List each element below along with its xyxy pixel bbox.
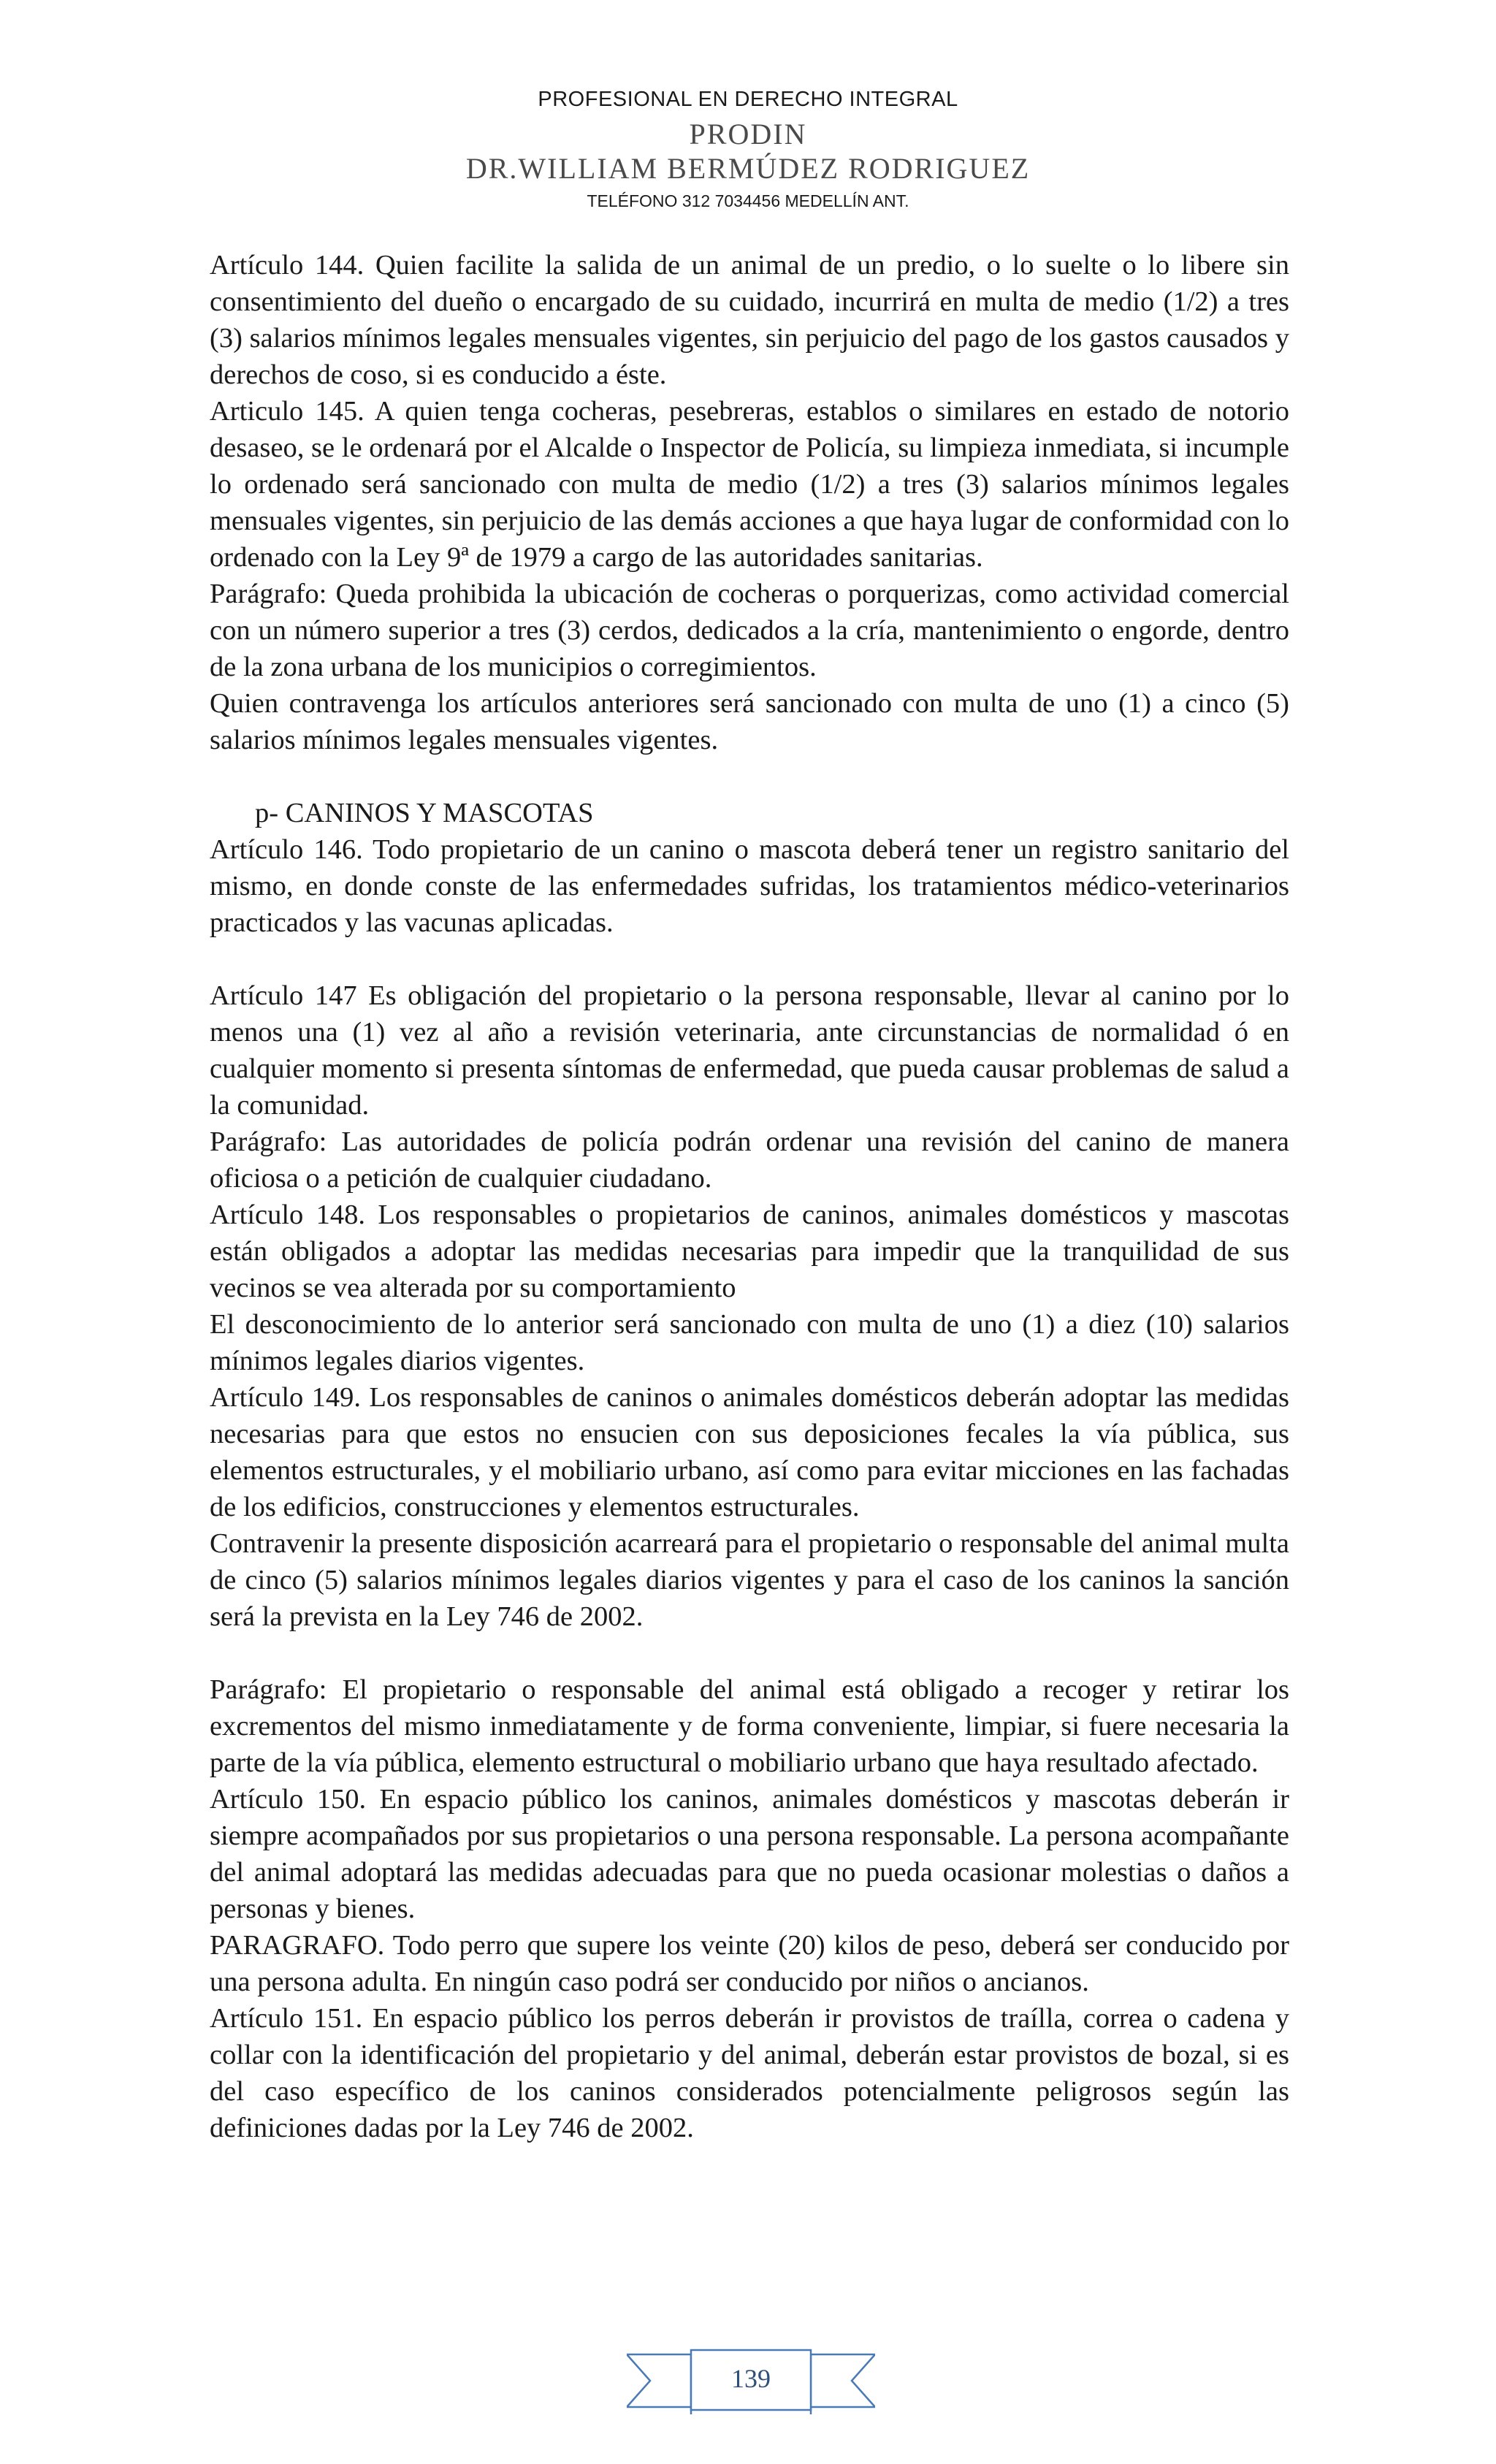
article-147: Artículo 147 Es obligación del propietario o la persona responsable, llevar al canino por lo menos una (1) vez al año a revisión veterinaria, ante circunstancias de normalidad ó en cualquier momento si presenta síntomas de enfermedad, que pueda causar problemas de salud a la comunidad. [210,980,1289,1121]
document-body [210,247,1289,2146]
paragraph-note: Parágrafo: El propietario o responsable del animal está obligado a recoger y retirar los excrementos del mismo inmediatamente y de forma conveniente, limpiar, si fuere necesaria la parte de la vía pública, elemento estructural o mobiliario urbano que haya resultado afectado. [210,1674,1289,1778]
spacer [210,941,1289,977]
section-heading: p- CANINOS Y MASCOTAS [255,798,594,828]
spacer [210,1635,1289,1671]
article-144: Artículo 144. Quien facilite la salida de un animal de un predio, o lo suelte o lo libere sin consentimiento del dueño o encargado de su cuidado, incurrirá en multa de medio (1/2) a tres (3) salarios mínimos legales mensuales vigentes, sin perjuicio del pago de los gastos causados y derechos de coso, si es conducido a éste. [210,250,1289,390]
paragraph-note: Parágrafo: Las autoridades de policía podrán ordenar una revisión del canino de manera oficiosa o a petición de cualquier ciudadano. [210,1126,1289,1194]
article-151: Artículo 151. En espacio público los perros deberán ir provistos de traílla, correa o cadena y collar con la identificación del propietario y del animal, deberán estar provistos de bozal, si es del caso específico de los caninos considerados potencialmente peligrosos según las definiciones dadas por la Ley 746 de 2002. [210,2003,1289,2143]
sanction-text: El desconocimiento de lo anterior será sancionado con multa de uno (1) a diez (10) salarios mínimos legales diarios vigentes. [210,1309,1289,1376]
header-firm-name: PRODIN [689,118,807,150]
article-145: Articulo 145. A quien tenga cocheras, pesebreras, establos o similares en estado de notorio desaseo, se le ordenará por el Alcalde o Inspector de Policía, su limpieza inmediata, si incumple lo ordenado será sancionado con multa de medio (1/2) a tres (3) salarios mínimos legales mensuales vigentes, sin perjuicio de las demás acciones a que haya lugar de conformidad con lo ordenado con la Ley 9ª de 1979 a cargo de las autoridades sanitarias. [210,396,1289,573]
spacer [210,758,1289,795]
article-149: Artículo 149. Los responsables de caninos o animales domésticos deberán adoptar las medidas necesarias para que estos no ensucien con sus deposiciones fecales la vía pública, sus elementos estructurales, y el mobiliario urbano, así como para evitar micciones en las fachadas de los edificios, construcciones y elementos estructurales. [210,1382,1289,1522]
page-number: 139 [731,2364,771,2393]
article-146: Artículo 146. Todo propietario de un canino o mascota deberá tener un registro sanitario del mismo, en donde conste de las enfermedades sufridas, los tratamientos médico-veterinarios practicados y las vacunas aplicadas. [210,834,1289,938]
sanction-text: Contravenir la presente disposición acarreará para el propietario o responsable del animal multa de cinco (5) salarios mínimos legales diarios vigentes y para el caso de los caninos la sanción será la prevista en la Ley 746 de 2002. [210,1528,1289,1632]
header-lawyer-name: DR.WILLIAM BERMÚDEZ RODRIGUEZ [465,152,1031,185]
paragraph-note: PARAGRAFO. Todo perro que supere los veinte (20) kilos de peso, deberá ser conducido por una persona adulta. En ningún caso podrá ser conducido por niños o ancianos. [210,1930,1289,1997]
header-phone: TELÉFONO 312 7034456 MEDELLÍN ANT. [587,191,909,210]
header-firm-type: PROFESIONAL EN DERECHO INTEGRAL [538,88,958,111]
article-150: Artículo 150. En espacio público los caninos, animales domésticos y mascotas deberán ir siempre acompañados por sus propietarios o una persona responsable. La persona acompañante del animal adoptará las medidas adecuadas para que no pueda ocasionar molestias o daños a personas y bienes. [210,1784,1289,1924]
article-148: Artículo 148. Los responsables o propietarios de caninos, animales domésticos y mascotas están obligados a adoptar las medidas necesarias para impedir que la tranquilidad de sus vecinos se vea alterada por su comportamiento [210,1199,1289,1303]
paragraph-note: Parágrafo: Queda prohibida la ubicación de cocheras o porquerizas, como actividad comercial con un número superior a tres (3) cerdos, dedicados a la cría, mantenimiento o engorde, dentro de la zona urbana de los municipios o corregimientos. [210,579,1289,682]
sanction-text: Quien contravenga los artículos anteriores será sancionado con multa de uno (1) a cinco (5) salarios mínimos legales mensuales vigentes. [210,688,1289,755]
page-number-ribbon [627,2347,875,2414]
